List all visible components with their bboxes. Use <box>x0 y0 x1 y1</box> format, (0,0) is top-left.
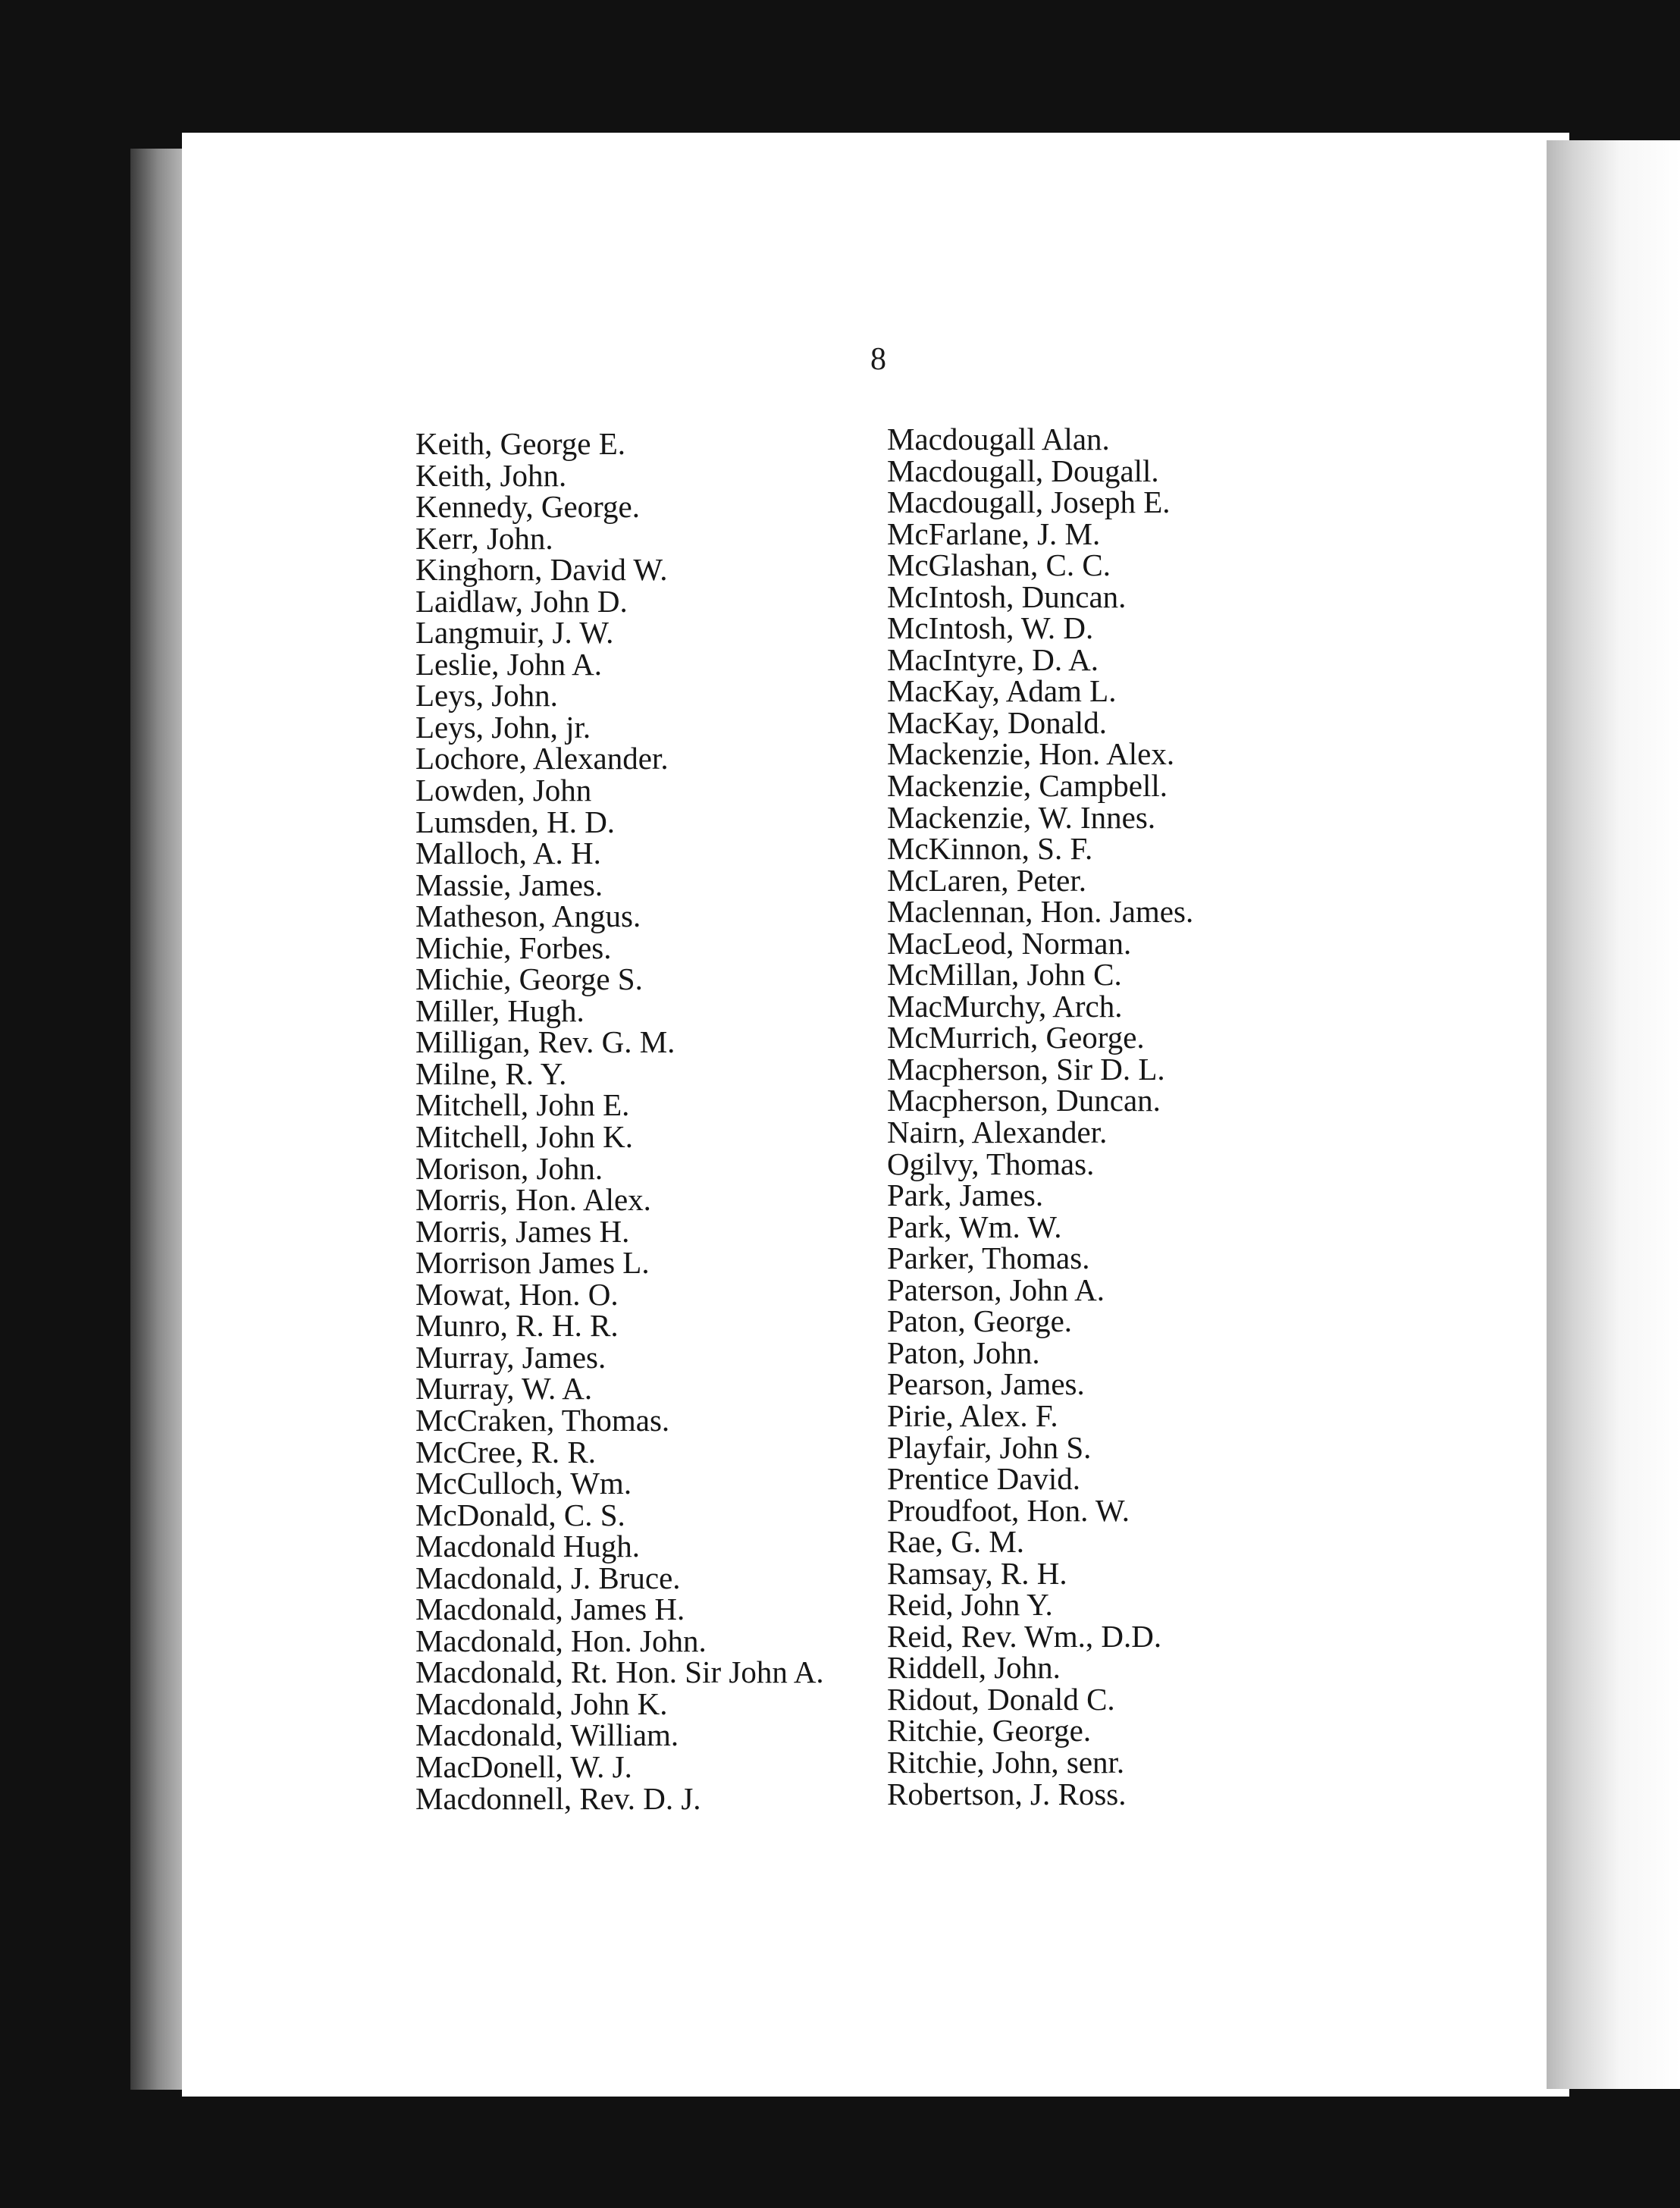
list-item: MacLeod, Norman. <box>887 925 1132 961</box>
list-item: Murray, James. <box>415 1339 606 1375</box>
list-item: Miller, Hugh. <box>415 993 585 1028</box>
list-item: McGlashan, C. C. <box>887 547 1111 583</box>
list-item: Playfair, John S. <box>887 1429 1092 1465</box>
list-item: Mitchell, John E. <box>415 1087 630 1123</box>
list-item: Leslie, John A. <box>415 646 602 682</box>
list-item: Robertson, J. Ross. <box>887 1776 1127 1811</box>
list-item: Ritchie, John, senr. <box>887 1744 1125 1780</box>
list-item: Parker, Thomas. <box>887 1240 1090 1276</box>
list-item: Keith, George E. <box>415 426 626 461</box>
book-page <box>182 133 1569 2097</box>
list-item: Proudfoot, Hon. W. <box>887 1492 1130 1528</box>
page-number: 8 <box>870 342 886 377</box>
left-name-column <box>415 428 824 1814</box>
list-item: Maclennan, Hon. James. <box>887 894 1194 930</box>
list-item: Reid, Rev. Wm., D.D. <box>887 1618 1162 1654</box>
list-item: McMurrich, George. <box>887 1020 1145 1055</box>
list-item: McIntosh, Duncan. <box>887 579 1127 614</box>
list-item: McCraken, Thomas. <box>415 1402 670 1438</box>
list-item: Macdonald, William. <box>415 1717 679 1753</box>
list-item: Ramsay, R. H. <box>887 1555 1067 1591</box>
list-item: Munro, R. H. R. <box>415 1308 619 1344</box>
list-item: McCulloch, Wm. <box>415 1466 632 1501</box>
list-item: Nairn, Alexander. <box>887 1115 1108 1150</box>
list-item: MacIntyre, D. A. <box>887 641 1099 677</box>
list-item: Paton, John. <box>887 1335 1040 1370</box>
list-item: Macdougall, Joseph E. <box>887 485 1171 520</box>
list-item: Morris, James H. <box>415 1213 630 1249</box>
list-item: Macdonald, John K. <box>415 1686 668 1721</box>
list-item: Keith, John. <box>415 457 567 493</box>
list-item: Macdonald Hugh. <box>415 1529 641 1564</box>
list-item: Mackenzie, Hon. Alex. <box>887 736 1175 772</box>
list-item: Macdougall Alan. <box>887 422 1110 456</box>
list-item: Kerr, John. <box>415 520 553 556</box>
list-item: McIntosh, W. D. <box>887 610 1094 646</box>
list-item: Paton, George. <box>887 1303 1073 1339</box>
list-item: Milne, R. Y. <box>415 1055 567 1091</box>
adjacent-page-edge <box>1547 140 1680 2089</box>
list-item: Massie, James. <box>415 867 603 902</box>
list-item: Morison, John. <box>415 1150 603 1186</box>
list-item: MacDonell, W. J. <box>415 1749 632 1784</box>
list-item: Macpherson, Sir D. L. <box>887 1051 1165 1087</box>
list-item: Milligan, Rev. G. M. <box>415 1024 675 1060</box>
list-item: Mackenzie, W. Innes. <box>887 799 1156 835</box>
list-item: McDonald, C. S. <box>415 1497 625 1532</box>
list-item: Macdonald, Rt. Hon. Sir John A. <box>415 1654 824 1690</box>
list-item: Paterson, John A. <box>887 1272 1105 1307</box>
list-item: Lowden, John <box>415 773 592 808</box>
list-item: MacKay, Donald. <box>887 704 1107 740</box>
list-item: Mitchell, John K. <box>415 1119 633 1155</box>
list-item: Pearson, James. <box>887 1366 1085 1402</box>
list-item: Ogilvy, Thomas. <box>887 1146 1095 1181</box>
list-item: MacMurchy, Arch. <box>887 988 1123 1024</box>
list-item: Leys, John. <box>415 678 558 714</box>
list-item: Malloch, A. H. <box>415 836 601 871</box>
list-item: Reid, John Y. <box>887 1587 1053 1623</box>
list-item: McFarlane, J. M. <box>887 516 1101 551</box>
list-item: Kinghorn, David W. <box>415 552 668 588</box>
list-item: Mowat, Hon. O. <box>415 1276 619 1312</box>
list-item: Lumsden, H. D. <box>415 804 616 839</box>
list-item: Langmuir, J. W. <box>415 615 614 651</box>
list-item: Park, James. <box>887 1178 1044 1213</box>
list-item: Michie, Forbes. <box>415 930 612 965</box>
list-item: McKinnon, S. F. <box>887 831 1093 867</box>
list-item: Mackenzie, Campbell. <box>887 768 1168 804</box>
list-item: McLaren, Peter. <box>887 862 1086 898</box>
list-item: Macdougall, Dougall. <box>887 453 1159 488</box>
list-item: Morrison James L. <box>415 1245 650 1281</box>
list-item: Morris, Hon. Alex. <box>415 1182 651 1218</box>
list-item: Macdonald, J. Bruce. <box>415 1560 681 1595</box>
list-item: MacKay, Adam L. <box>887 673 1117 709</box>
list-item: Leys, John, jr. <box>415 709 591 745</box>
list-item: Lochore, Alexander. <box>415 741 669 776</box>
list-item: Riddell, John. <box>887 1650 1061 1686</box>
list-item: Rae, G. M. <box>887 1524 1025 1560</box>
list-item: Prentice David. <box>887 1461 1081 1497</box>
list-item: Laidlaw, John D. <box>415 583 628 619</box>
list-item: Ritchie, George. <box>887 1713 1092 1749</box>
list-item: Kennedy, George. <box>415 489 641 525</box>
list-item: Macdonald, Hon. John. <box>415 1623 707 1658</box>
list-item: Matheson, Angus. <box>415 899 641 934</box>
list-item: Pirie, Alex. F. <box>887 1397 1058 1433</box>
list-item: Macpherson, Duncan. <box>887 1083 1161 1118</box>
list-item: Park, Wm. W. <box>887 1209 1062 1244</box>
list-item: Ridout, Donald C. <box>887 1681 1115 1717</box>
list-item: McMillan, John C. <box>887 957 1122 993</box>
list-item: Michie, George S. <box>415 961 643 997</box>
right-name-column <box>887 424 1193 1810</box>
list-item: Macdonald, James H. <box>415 1592 685 1627</box>
list-item: Murray, W. A. <box>415 1371 593 1407</box>
list-item: McCree, R. R. <box>415 1434 596 1469</box>
list-item: Macdonnell, Rev. D. J. <box>415 1780 701 1816</box>
